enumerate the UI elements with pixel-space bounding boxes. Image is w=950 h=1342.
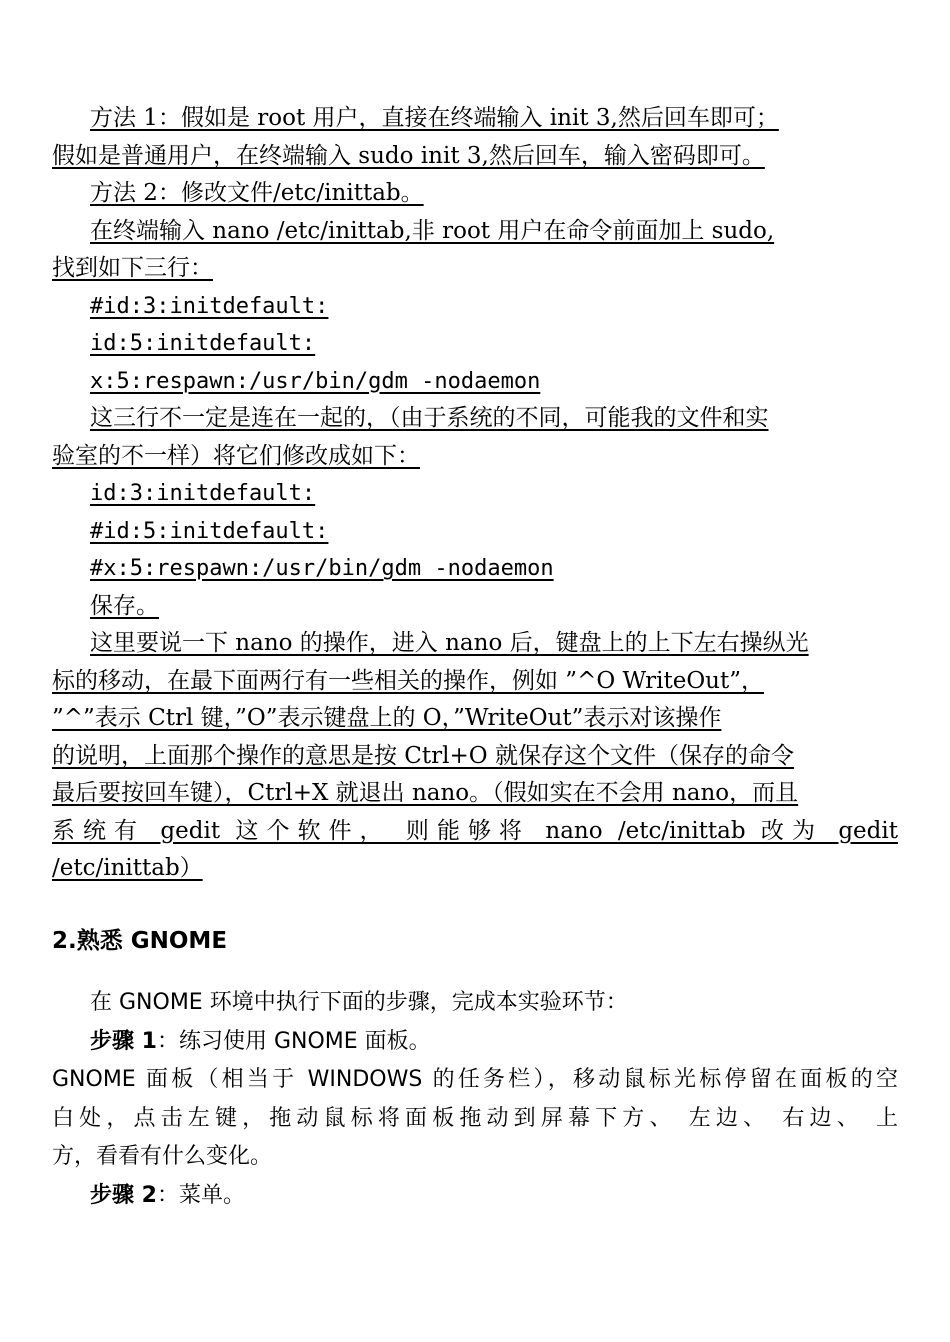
nano-para-line3: ”^”表示 Ctrl 键，”O”表示键盘上的 O，”WriteOut”表示对该操作	[52, 705, 722, 731]
gnome-section	[52, 984, 898, 1215]
config-line-original-2: id:5:initdefault:	[90, 331, 316, 356]
section-heading: 2.熟悉 GNOME	[52, 928, 228, 954]
panel-para-line2: 白处，点击左键，拖动鼠标将面板拖动到屏幕下方、 左边、 右边、 上	[52, 1105, 898, 1131]
note-line1: 这三行不一定是连在一起的，（由于系统的不同，可能我的文件和实	[90, 405, 769, 431]
nano-para-line1: 这里要说一下 nano 的操作，进入 nano 后，键盘上的上下左右操纵光	[90, 630, 809, 656]
note-line2: 验室的不一样）将它们修改成如下：	[52, 442, 420, 469]
nano-para-line7: /etc/inittab）	[52, 855, 203, 881]
nano-para-line2: 标的移动，在最下面两行有一些相关的操作，例如 ”^O WriteOut”，	[52, 667, 764, 694]
config-line-modified-1: id:3:initdefault:	[90, 481, 316, 506]
nano-para-line5: 最后要按回车键），Ctrl+X 就退出 nano。（假如实在不会用 nano，而且	[52, 780, 799, 806]
step2-label: 步骤 2	[90, 1182, 157, 1208]
config-line-modified-2: #id:5:initdefault:	[90, 518, 329, 544]
nano-para-line4: 的说明，上面那个操作的意思是按 Ctrl+O 就保存这个文件（保存的命令	[52, 742, 794, 769]
config-line-original-3: x:5:respawn:/usr/bin/gdm -nodaemon	[90, 368, 541, 394]
step1-text: ：练习使用 GNOME 面板。	[156, 1028, 431, 1054]
step2-text: ：菜单。	[156, 1182, 245, 1208]
method2-instruction-line2: 找到如下三行：	[52, 255, 213, 281]
save-note: 保存。	[90, 592, 159, 619]
step2-line	[52, 1177, 898, 1216]
method2-title: 方法 2：修改文件/etc/inittab。	[90, 180, 424, 206]
method2-instruction-line1: 在终端输入 nano /etc/inittab,非 root 用户在命令前面加上 sudo,	[90, 217, 775, 244]
config-line-modified-3: #x:5:respawn:/usr/bin/gdm -nodaemon	[90, 556, 554, 581]
step1-label: 步骤 1	[90, 1028, 157, 1054]
document-body	[52, 100, 898, 888]
panel-para-line3: 方，看看有什么变化。	[52, 1144, 273, 1169]
nano-para-line6: 系统有 gedit 这个软件， 则能够将 nano /etc/inittab 改为 gedit	[52, 817, 898, 844]
method1-line2: 假如是普通用户，在终端输入 sudo init 3,然后回车，输入密码即可。	[52, 142, 765, 169]
config-line-original-1: #id:3:initdefault:	[90, 293, 329, 319]
method1-line1: 方法 1：假如是 root 用户，直接在终端输入 init 3,然后回车即可；	[90, 105, 779, 131]
step1-line	[52, 1023, 898, 1062]
gnome-intro: 在 GNOME 环境中执行下面的步骤，完成本实验环节：	[90, 990, 628, 1015]
panel-para-line1: GNOME 面板（相当于 WINDOWS 的任务栏），移动鼠标光标停留在面板的空	[52, 1067, 898, 1092]
